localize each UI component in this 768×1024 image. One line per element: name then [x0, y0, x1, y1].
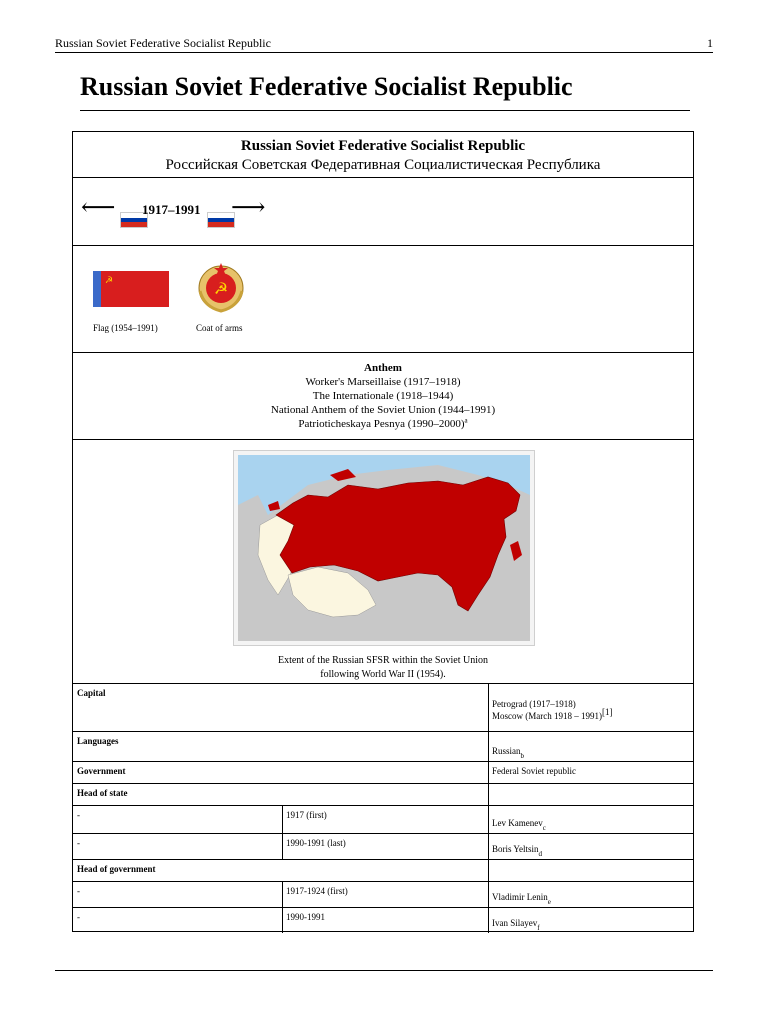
page-title: Russian Soviet Federative Socialist Republic [80, 70, 690, 111]
svg-text:☭: ☭ [213, 279, 229, 298]
languages-value: Russian b [492, 746, 525, 760]
map-caption-line: Extent of the Russian SFSR within the Soviet Union [277, 655, 488, 666]
entry-name-text[interactable]: Lev Kamenev [492, 818, 543, 828]
capital-value [488, 684, 695, 731]
anthem-line-with-note [73, 417, 693, 431]
head-of-government-label: Head of government [77, 864, 156, 874]
infobox-title-ru: Российская Советская Федеративная Социалистическая Республика [165, 157, 601, 173]
previous-state-arrow-icon[interactable]: ⟵ [81, 195, 116, 221]
symbols-row [73, 246, 693, 353]
entry-dash: - [77, 838, 80, 848]
footnote-marker[interactable]: a [464, 416, 468, 425]
head-of-state-entry [73, 834, 693, 860]
entry-name: Boris Yeltsin d [492, 844, 543, 858]
head-of-state-row [73, 784, 693, 806]
entry-dash: - [77, 912, 80, 922]
coat-of-arms-icon[interactable] [196, 261, 246, 313]
head-of-government-row [73, 860, 693, 882]
anthem-line[interactable]: The Internationale (1918–1944) [312, 390, 454, 402]
capital-value-2[interactable]: Moscow (March 1918 – 1991) [492, 711, 602, 721]
head-of-state-entry [73, 806, 693, 834]
succession-years: 1917–1991 [142, 202, 201, 217]
running-head-title: Russian Soviet Federative Socialist Republic [55, 36, 271, 50]
entry-name: Ivan Silayev f [492, 918, 540, 932]
entry-period: 1917-1924 (first) [286, 886, 348, 896]
head-of-government-entry [73, 908, 693, 933]
reference-marker[interactable]: [1] [601, 707, 613, 717]
government-label: Government [77, 766, 126, 776]
languages-label: Languages [77, 736, 119, 746]
entry-name-text[interactable]: Ivan Silayev [492, 918, 538, 928]
locator-map[interactable] [233, 450, 535, 646]
succession-row [73, 178, 693, 246]
entry-name: Lev Kamenev c [492, 818, 546, 832]
next-state-arrow-icon[interactable]: ⟶ [231, 195, 266, 221]
running-head [55, 36, 713, 53]
infobox-title-en: Russian Soviet Federative Socialist Republic [240, 138, 526, 154]
footer-rule [55, 970, 713, 971]
rsfsr-flag-icon[interactable]: ☭ [93, 271, 169, 307]
head-of-government-entry [73, 882, 693, 908]
government-value[interactable]: Federal Soviet republic [492, 766, 576, 776]
capital-row [73, 684, 693, 732]
entry-name-text[interactable]: Boris Yeltsin [492, 844, 539, 854]
anthem-section [73, 353, 693, 440]
entry-name-text[interactable]: Vladimir Lenin [492, 892, 548, 902]
anthem-line[interactable]: Patrioticheskaya Pesnya (1990–2000) [298, 418, 465, 430]
head-of-state-label: Head of state [77, 788, 128, 798]
coat-of-arms-caption: Coat of arms [196, 323, 243, 333]
infobox [72, 131, 694, 932]
entry-period: 1917 (first) [286, 810, 327, 820]
page-number: 1 [707, 36, 713, 50]
government-row [73, 762, 693, 784]
languages-row [73, 732, 693, 762]
anthem-line[interactable]: National Anthem of the Soviet Union (1944–1991) [270, 404, 496, 416]
map-caption [73, 654, 693, 682]
anthem-line[interactable]: Worker's Marseillaise (1917–1918) [305, 376, 461, 388]
entry-period: 1990-1991 [286, 912, 325, 922]
capital-value-1[interactable]: Petrograd (1917–1918) [492, 699, 576, 709]
languages-value-text[interactable]: Russian [492, 746, 521, 756]
flag-caption: Flag (1954–1991) [93, 323, 158, 333]
anthem-heading: Anthem [364, 362, 402, 374]
infobox-title [73, 132, 693, 178]
entry-dash: - [77, 810, 80, 820]
map-section [73, 440, 693, 684]
entry-period: 1990-1991 (last) [286, 838, 346, 848]
entry-name: Vladimir Lenin e [492, 892, 551, 906]
map-caption-line: following World War II (1954). [320, 669, 446, 680]
capital-label: Capital [77, 688, 106, 698]
entry-dash: - [77, 886, 80, 896]
locator-map-image [238, 455, 530, 641]
